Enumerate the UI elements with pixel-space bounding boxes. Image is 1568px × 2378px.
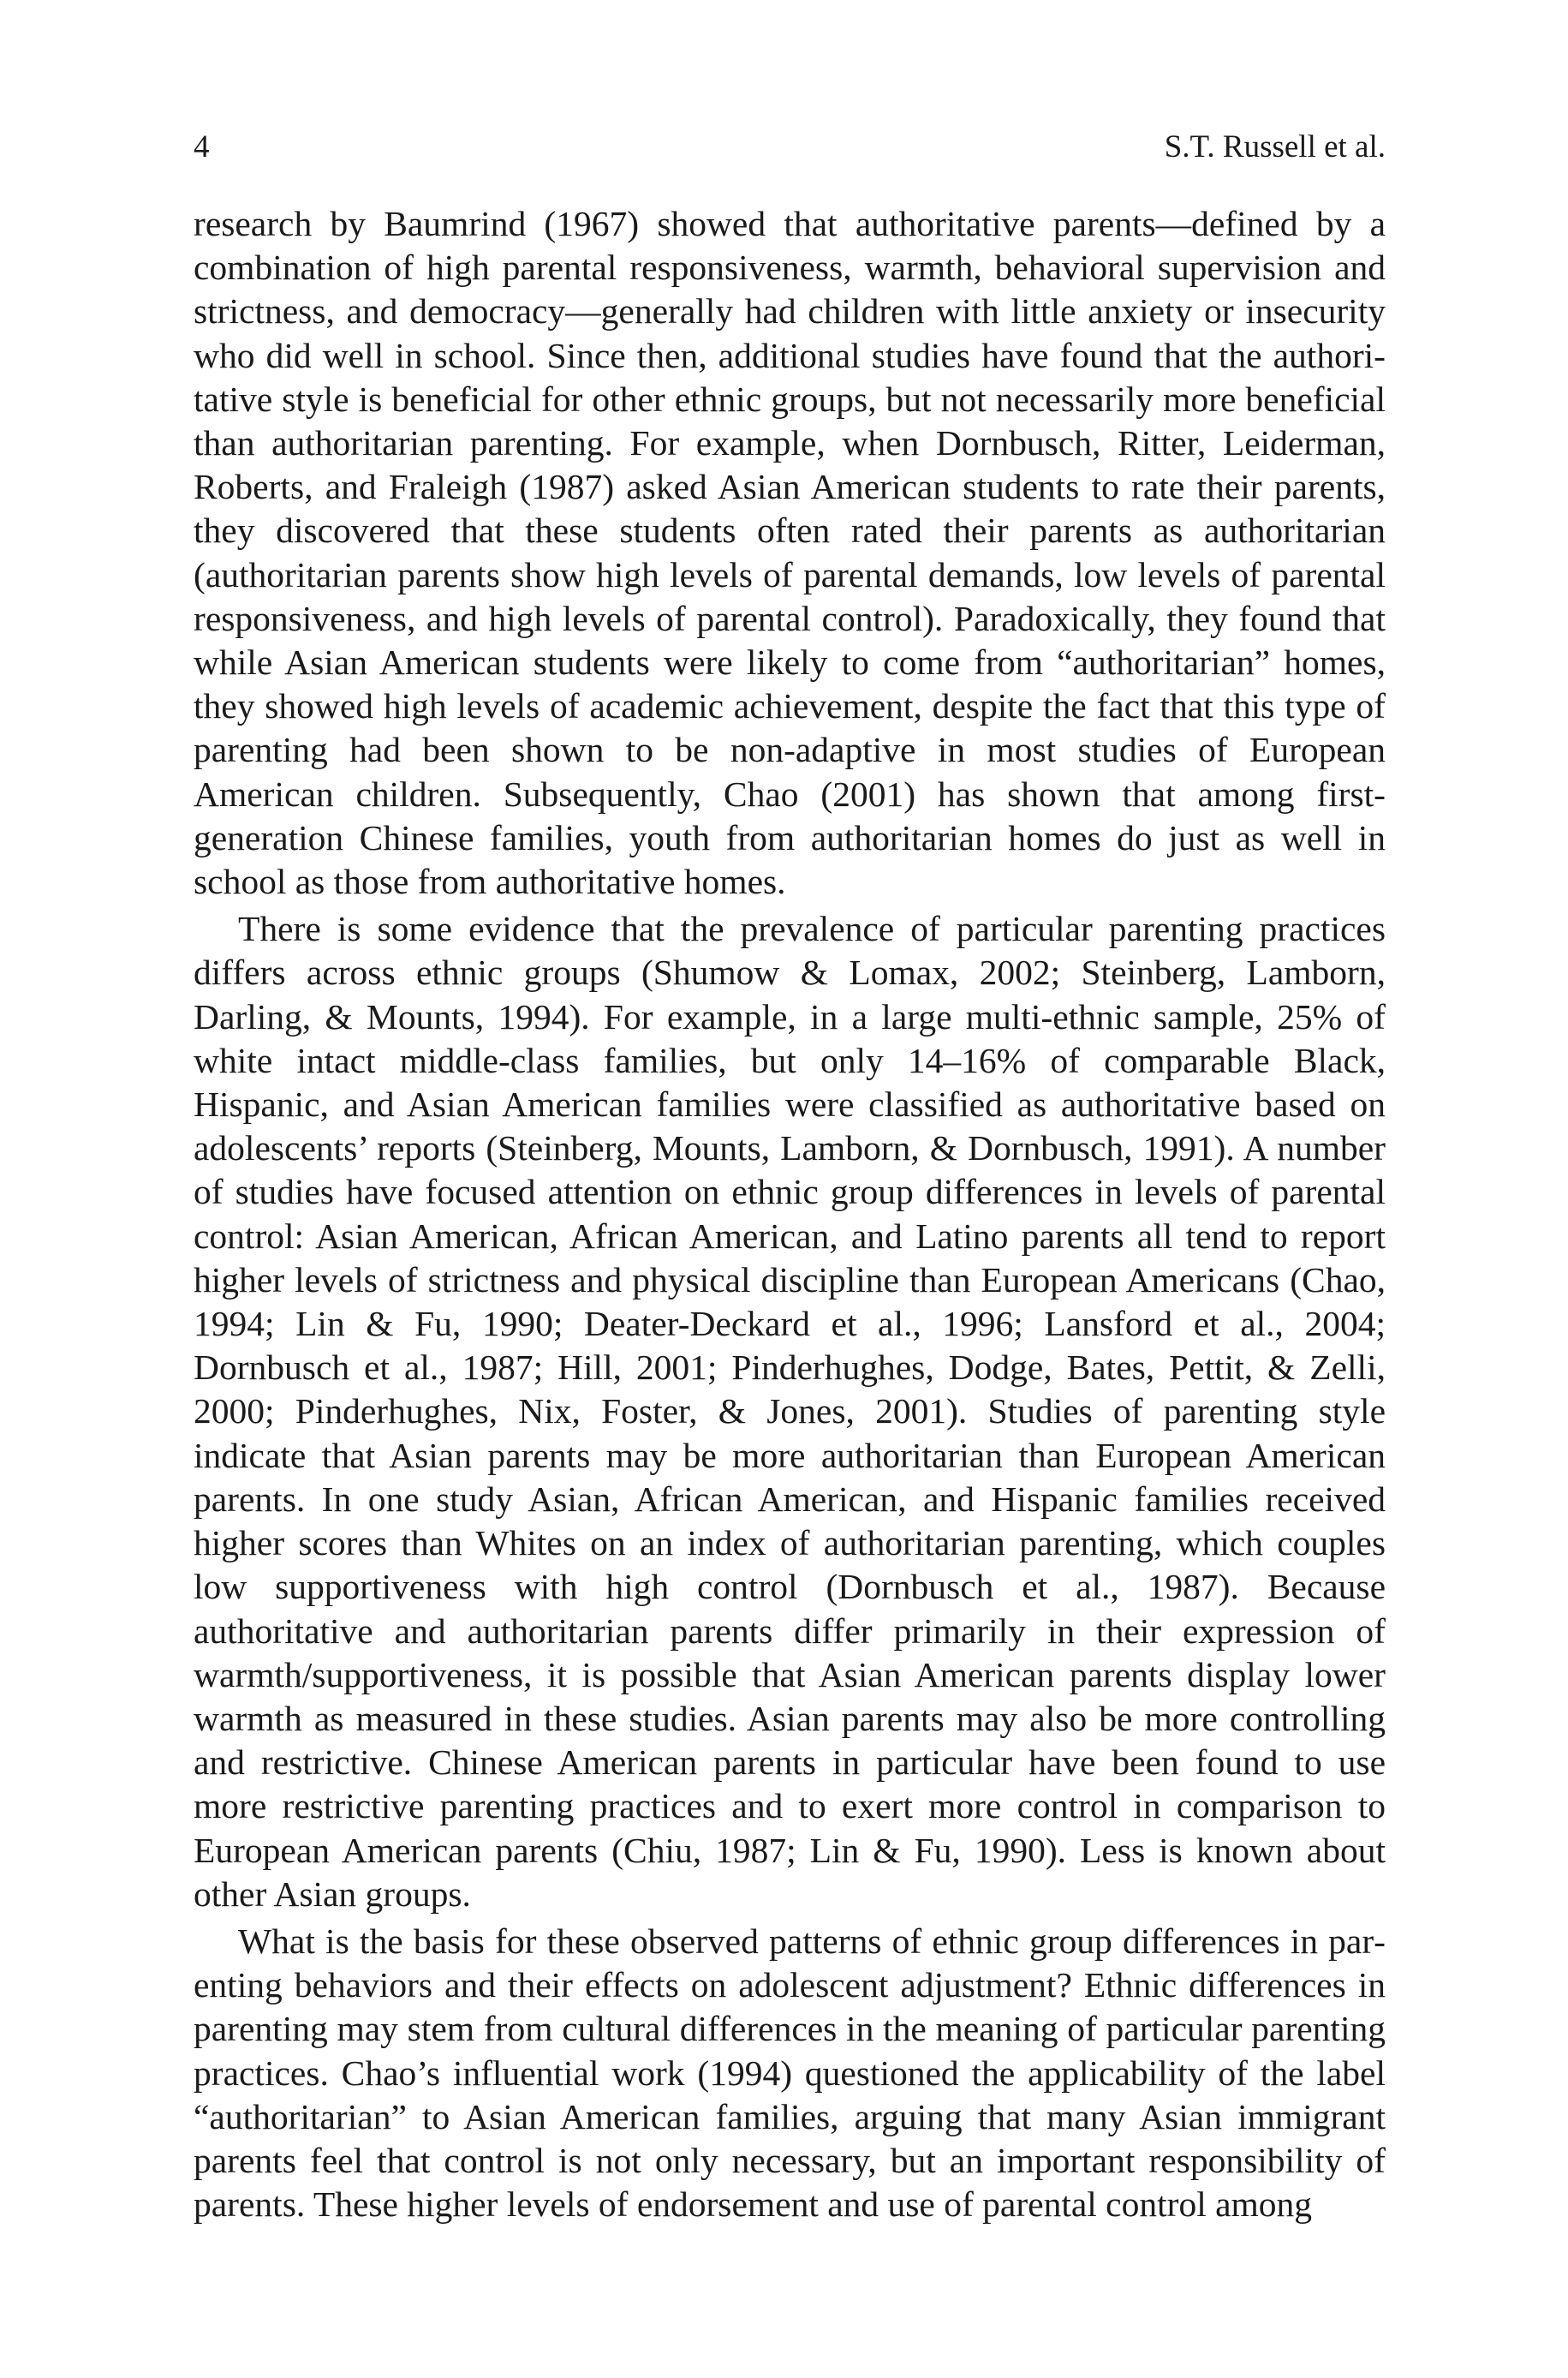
page-header: [194, 128, 1386, 166]
paragraph: research by Baumrind (1967) showed that authoritative parents—defined by a combination of high parental responsiveness, warmth, behavioral supervision and strictness, and democracy—generally had children with little anxiety or insecurity who did well in school. Since then, additional studies have found that the authoritative style is beneficial for other ethnic groups, but not necessarily more beneficial than authoritarian parenting. For example, when Dornbusch, Ritter, Leiderman, Roberts, and Fraleigh (1987) asked Asian American students to rate their parents, they discovered that these students often rated their parents as authoritarian (authoritarian parents show high levels of parental demands, low levels of parental responsiveness, and high levels of parental control). Paradoxically, they found that while Asian American students were likely to come from “authoritarian” homes, they showed high levels of academic achievement, despite the fact that this type of parenting had been shown to be non-adaptive in most studies of European American children. Subsequently, Chao (2001) has shown that among first-generation Chinese families, youth from authoritarian homes do just as well in school as those from authoritative homes.: [194, 204, 1386, 902]
body-text: [194, 202, 1386, 2226]
paragraph: There is some evidence that the prevalence of particular parenting practices differs across ethnic groups (Shumow & Lomax, 2002; Steinberg, Lamborn, Darling, & Mounts, 1994). For example, in a large multi-ethnic sample, 25% of white intact middle-class families, but only 14–16% of comparable Black, Hispanic, and Asian American families were classified as authoritative based on adolescents’ reports (Steinberg, Mounts, Lamborn, & Dornbusch, 1991). A number of studies have focused attention on ethnic group differences in levels of parental control: Asian American, African American, and Latino parents all tend to report higher levels of strictness and physical discipline than European Americans (Chao, 1994; Lin & Fu, 1990; Deater-Deckard et al., 1996; Lansford et al., 2004; Dornbusch et al., 1987; Hill, 2001; Pinderhughes, Dodge, Bates, Pettit, & Zelli, 2000; Pinderhughes, Nix, Foster, & Jones, 2001). Studies of parenting style indicate that Asian parents may be more authoritarian than European American parents. In one study Asian, African American, and Hispanic families received higher scores than Whites on an index of authoritarian parenting, which couples low supportiveness with high control (Dornbusch et al., 1987). Because authoritative and authoritarian parents differ primarily in their expression of warmth/supportiveness, it is possible that Asian American parents display lower warmth as measured in these studies. Asian parents may also be more controlling and restrictive. Chinese American parents in particular have been found to use more restrictive parenting practices and to exert more control in comparison to European American parents (Chiu, 1987; Lin & Fu, 1990). Less is known about other Asian groups.: [194, 909, 1386, 1914]
paragraph: What is the basis for these observed patterns of ethnic group differences in parenting behaviors and their effects on adolescent adjustment? Ethnic differences in parenting may stem from cultural differences in the meaning of particular parenting practices. Chao’s influential work (1994) questioned the applicability of the label “authoritarian” to Asian American families, arguing that many Asian immigrant parents feel that control is not only necessary, but an important responsibility of parents. These higher levels of endorsement and use of parental control among: [194, 1921, 1386, 2225]
page-number: 4: [194, 129, 210, 164]
running-head: S.T. Russell et al.: [1164, 129, 1386, 164]
